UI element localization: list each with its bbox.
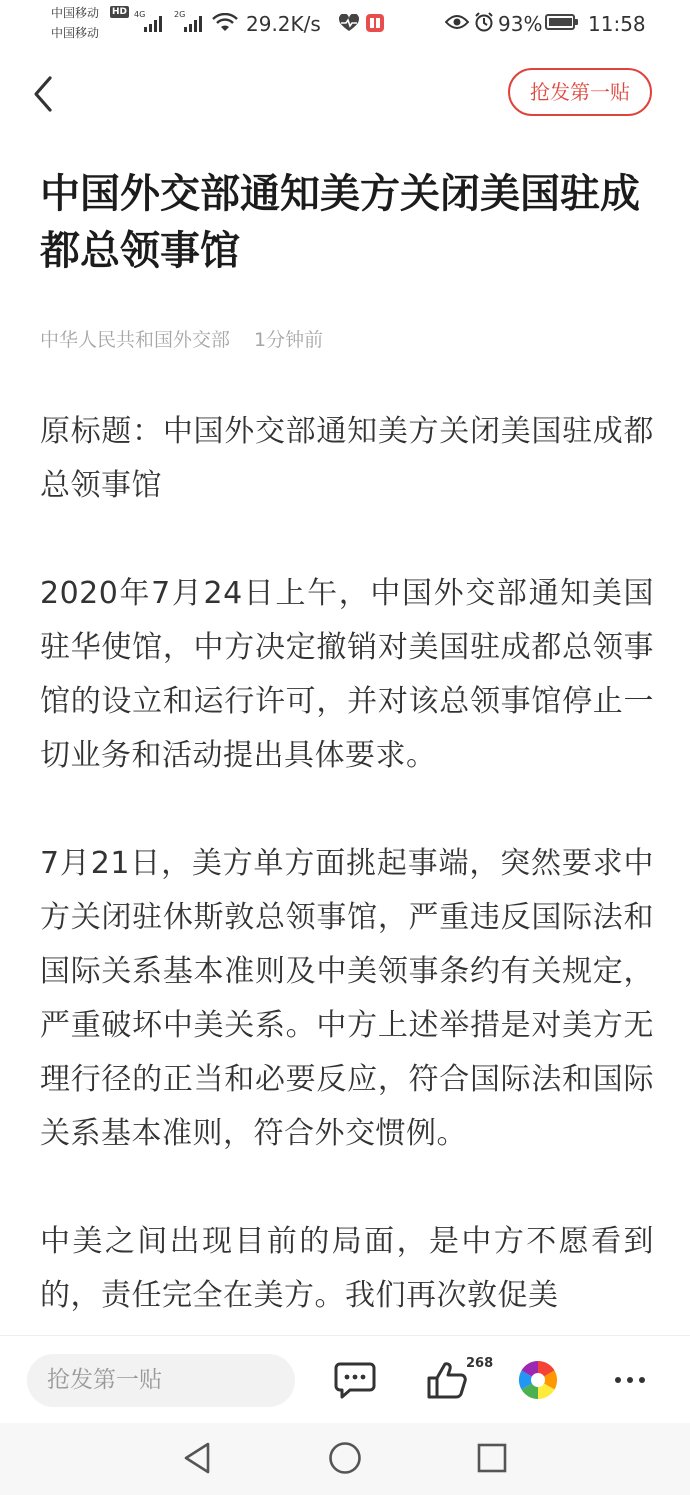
more-options-icon[interactable]	[614, 1376, 646, 1384]
system-nav-bar	[0, 1423, 690, 1495]
article-body	[40, 405, 654, 1335]
nav-home-icon[interactable]	[328, 1441, 362, 1475]
signal-1-label: 4G	[134, 10, 146, 19]
nav-back-icon[interactable]	[182, 1441, 212, 1475]
status-bar	[0, 0, 690, 50]
carrier-1-label: 中国移动	[51, 6, 100, 20]
article-paragraph: 中美之间出现目前的局面，是中方不愿看到的，责任完全在美方。我们再次敦促美	[40, 1224, 654, 1313]
battery-icon	[545, 14, 575, 30]
net-speed-label: 29.2K/s	[246, 12, 321, 36]
comment-input[interactable]: 抢发第一贴	[27, 1354, 295, 1407]
moments-share-icon[interactable]	[518, 1360, 558, 1400]
article-paragraph: 2020年7月24日上午，中国外交部通知美国驻华使馆，中方决定撤销对美国驻成都总领事馆的设立和运行许可，并对该总领事馆停止一切业务和活动提出具体要求。	[40, 576, 654, 773]
back-button[interactable]	[22, 70, 66, 118]
clock-label: 11:58	[588, 12, 646, 36]
post-first-comment-button[interactable]: 抢发第一贴	[508, 68, 652, 116]
health-heart-icon	[338, 14, 360, 32]
like-thumb-icon[interactable]	[426, 1360, 468, 1400]
signal-2-label: 2G	[174, 10, 186, 19]
carrier-2-label: 中国移动	[51, 26, 100, 40]
eye-comfort-icon	[445, 14, 469, 30]
like-count: 268	[466, 1356, 494, 1371]
chevron-left-icon	[22, 70, 66, 118]
article-paragraph: 7月21日，美方单方面挑起事端，突然要求中方关闭驻休斯敦总领事馆，严重违反国际法和国际关系基本准则及中美领事条约有关规定，严重破坏中美关系。中方上述举措是对美方无理行径的正当和必要反应，符合国际法和国际关系基本准则，符合外交惯例。	[40, 846, 654, 1151]
wifi-icon	[212, 13, 238, 33]
comment-icon[interactable]	[334, 1362, 376, 1400]
nav-recents-icon[interactable]	[477, 1443, 507, 1473]
article-meta	[40, 326, 323, 354]
article-time: 1分钟前	[254, 329, 324, 351]
alarm-icon	[474, 12, 494, 32]
article-paragraph: 原标题：中国外交部通知美方关闭美国驻成都总领事馆	[40, 414, 654, 503]
bottom-action-bar	[0, 1335, 690, 1424]
hd-badge: HD	[112, 7, 128, 17]
article-title: 中国外交部通知美方关闭美国驻成都总领事馆	[40, 171, 640, 274]
book-app-icon	[365, 13, 385, 33]
battery-percent-label: 93%	[498, 12, 543, 36]
article-source[interactable]: 中华人民共和国外交部	[40, 329, 231, 351]
